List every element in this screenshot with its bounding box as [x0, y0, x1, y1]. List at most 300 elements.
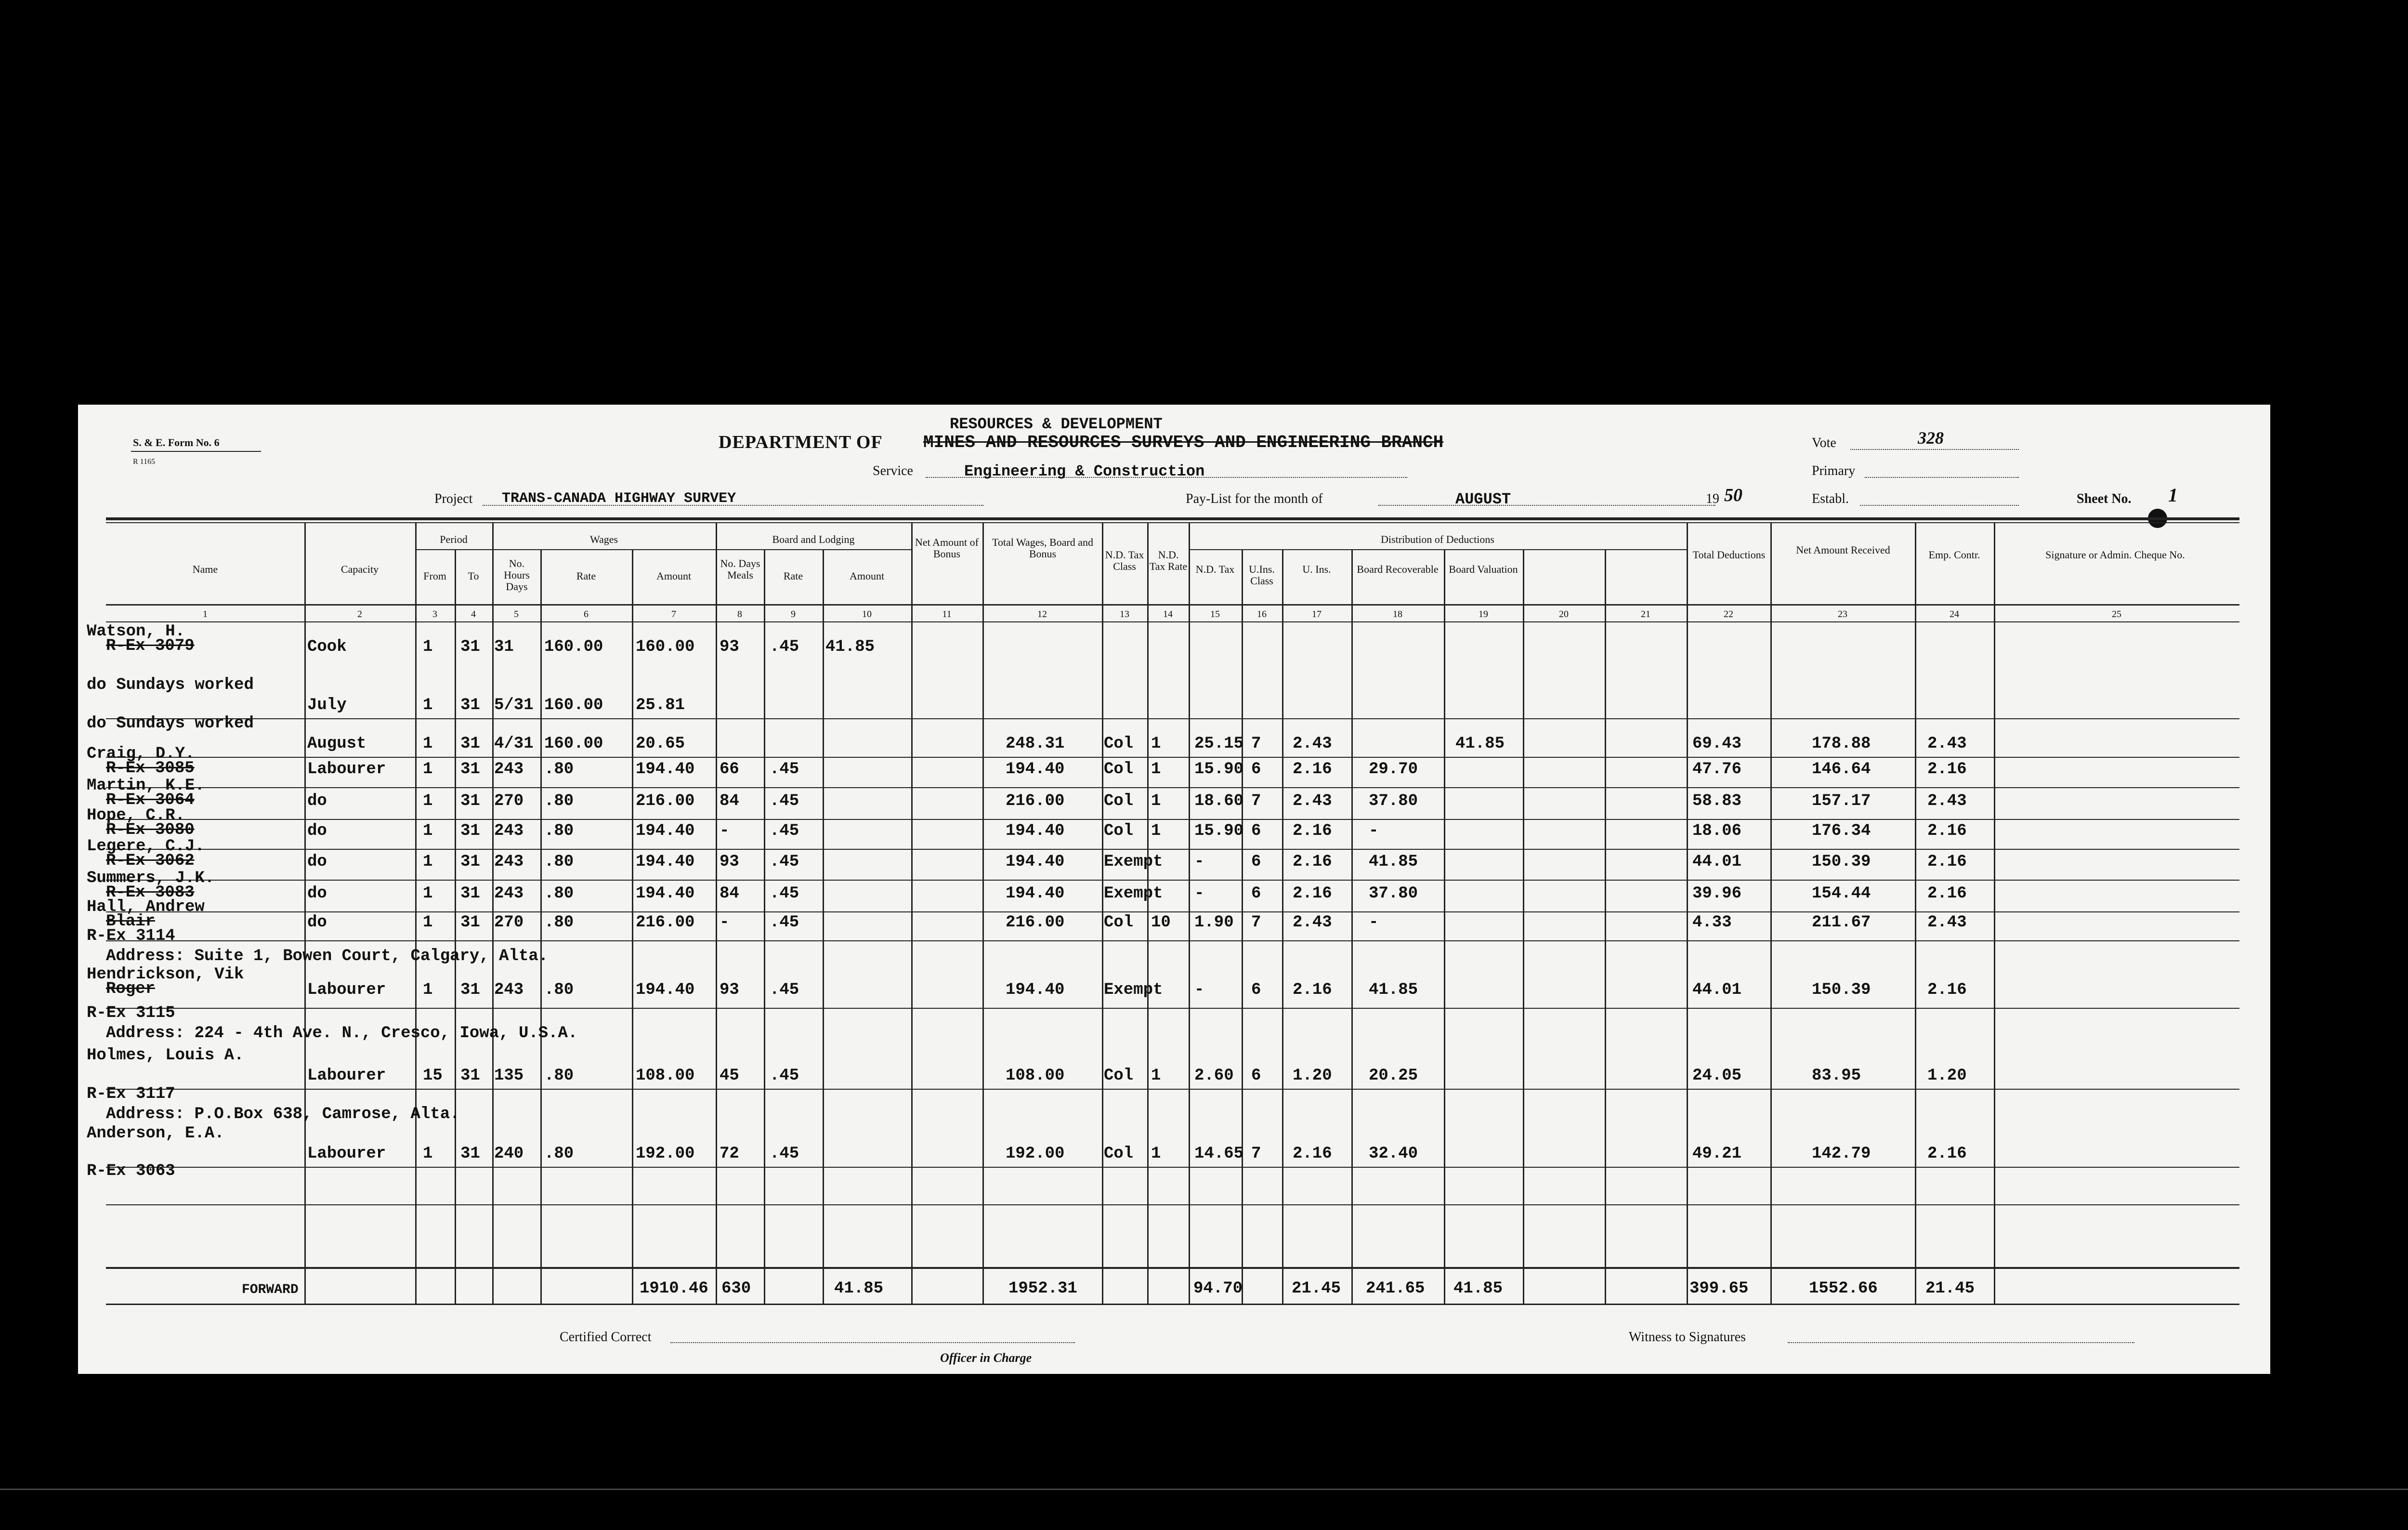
divider	[131, 451, 261, 452]
cell-emp: 2.16	[1927, 760, 1967, 778]
column-number: 8	[737, 609, 742, 620]
column-number: 18	[1393, 609, 1402, 620]
cell-net: 146.64	[1812, 760, 1871, 778]
cell-name: Legere, C.J.	[87, 837, 205, 856]
table-top-rule	[106, 517, 2239, 520]
cell-tc: Col	[1104, 822, 1134, 840]
col-header-total-wages: Total Wages, Board and Bonus	[992, 536, 1094, 560]
cell-name: Anderson, E.A.	[87, 1124, 224, 1143]
row-rule	[106, 819, 2239, 820]
column-number: 25	[2112, 609, 2121, 620]
cell-name: R-Ex 3115	[87, 1004, 175, 1022]
cell-name: Holmes, Louis A.	[87, 1046, 244, 1065]
cell-amt: 194.40	[636, 822, 695, 840]
column-number: 4	[471, 609, 476, 620]
cell-hrs: 135	[494, 1067, 524, 1085]
totals-rule	[106, 1267, 2239, 1269]
cell-hrs: 243	[494, 884, 524, 903]
cell-hrs: 270	[494, 913, 524, 932]
cell-uc: 6	[1251, 1067, 1261, 1085]
cell-tr: 1	[1151, 735, 1161, 753]
cell-tw: 194.40	[1006, 853, 1065, 871]
cell-ui: 1.20	[1293, 1067, 1332, 1085]
column-rule	[1523, 550, 1524, 1304]
cell-ndt: 15.90	[1194, 760, 1244, 778]
project-value: TRANS-CANADA HIGHWAY SURVEY	[502, 490, 736, 507]
cell-tc: Col	[1104, 1145, 1134, 1163]
cell-amt: 192.00	[636, 1145, 695, 1163]
column-number: 23	[1838, 609, 1847, 620]
cell-tc: Col	[1104, 792, 1134, 810]
column-rule	[716, 522, 717, 1304]
cell-from: 1	[423, 981, 433, 999]
pay-list-sheet	[78, 405, 2270, 1374]
cell-id: R-Ex 3080	[106, 821, 195, 839]
col-header-total-deductions: Total Deductions	[1692, 549, 1766, 561]
cell-addr: Address: 224 - 4th Ave. N., Cresco, Iowa, U.S.A.	[106, 1024, 578, 1042]
sheet-value: 1	[2168, 484, 2178, 506]
column-rule	[1444, 550, 1445, 1304]
cell-name: Summers, J.K.	[87, 869, 215, 887]
cell-cap: do	[307, 853, 327, 871]
cell-brate: .45	[770, 913, 799, 932]
cell-brate: .45	[770, 638, 799, 656]
cell-net: 178.88	[1812, 735, 1871, 753]
cell-meals: 84	[720, 884, 739, 903]
col-header-signature: Signature or Admin. Cheque No.	[2045, 549, 2185, 561]
cell-brate: .45	[770, 792, 799, 810]
column-number: 17	[1312, 609, 1322, 620]
row-rule	[106, 940, 2239, 941]
cell-cap: do	[307, 913, 327, 932]
cell-hrs: 31	[494, 638, 514, 656]
department-correction: RESOURCES & DEVELOPMENT	[950, 415, 1163, 433]
row-rule	[106, 880, 2239, 881]
cell-amt: 160.00	[636, 638, 695, 656]
distribution-group-rule	[1189, 549, 1687, 550]
cell-td: 4.33	[1692, 913, 1732, 932]
cell-amt: 194.40	[636, 760, 695, 778]
cell-meals: -	[720, 913, 730, 932]
cell-hrs: 243	[494, 760, 524, 778]
column-rule	[540, 550, 542, 1304]
cell-from: 1	[423, 822, 433, 840]
cell-cap: do	[307, 884, 327, 903]
cell-rate: .80	[544, 822, 574, 840]
cell-td: 39.96	[1692, 884, 1742, 903]
cell-tr: 1	[1151, 792, 1161, 810]
cell-id: R-Ex 3083	[106, 884, 195, 902]
cell-cap: Labourer	[307, 1067, 386, 1085]
col-header-tax-class: N.D. Tax Class	[1105, 549, 1144, 572]
cell-ndt: -	[1194, 981, 1204, 999]
cell-tw: 192.00	[1006, 1145, 1065, 1163]
column-number: 1	[203, 609, 208, 620]
cell-to: 31	[460, 696, 480, 714]
column-rule	[1994, 522, 1995, 1304]
cell-id: R-Ex 3085	[106, 759, 195, 778]
total-emp: 21.45	[1925, 1279, 1975, 1298]
cell-to: 31	[460, 760, 480, 778]
cell-hrs: 240	[494, 1145, 524, 1163]
cell-name: Hendrickson, Vik	[87, 965, 244, 984]
column-number: 9	[791, 609, 796, 620]
service-value: Engineering & Construction	[964, 462, 1205, 480]
column-number: 21	[1641, 609, 1650, 620]
cell-from: 1	[423, 1145, 433, 1163]
cell-id: Roger	[106, 980, 156, 998]
column-number: 16	[1257, 609, 1267, 620]
col-header-uins-class: U.Ins. Class	[1249, 563, 1275, 587]
cell-rate: 160.00	[544, 638, 603, 656]
cell-net: 176.34	[1812, 822, 1871, 840]
column-number: 22	[1724, 609, 1733, 620]
total-ndt: 94.70	[1193, 1279, 1243, 1298]
col-header-u-ins: U. Ins.	[1302, 563, 1331, 575]
cell-cap: do	[307, 792, 327, 810]
cell-name: R-Ex 3114	[87, 927, 175, 945]
col-header-distribution: Distribution of Deductions	[1381, 533, 1494, 545]
cell-uc: 6	[1251, 853, 1261, 871]
cell-name: do Sundays worked	[87, 714, 254, 733]
cell-td: 44.01	[1692, 981, 1742, 999]
total-tw: 1952.31	[1008, 1279, 1077, 1298]
cell-td: 58.83	[1692, 792, 1742, 810]
cell-meals: 45	[720, 1067, 739, 1085]
cell-to: 31	[460, 913, 480, 932]
total-ui: 21.45	[1292, 1279, 1341, 1298]
cell-ndt: 25.15	[1194, 735, 1244, 753]
cell-from: 1	[423, 792, 433, 810]
column-rule	[1351, 550, 1353, 1304]
cell-from: 1	[423, 853, 433, 871]
cell-tw: 194.40	[1006, 760, 1065, 778]
total-td: 399.65	[1689, 1279, 1749, 1298]
col-header-emp-contr: Emp. Contr.	[1928, 549, 1980, 561]
cell-brate: .45	[770, 760, 799, 778]
column-number: 24	[1950, 609, 1959, 620]
cell-brate: .45	[770, 981, 799, 999]
cell-addr: Address: P.O.Box 638, Camrose, Alta.	[106, 1105, 460, 1123]
cell-id: R-Ex 3064	[106, 791, 195, 809]
column-number: 2	[357, 609, 362, 620]
year-value: 50	[1724, 485, 1742, 505]
service-label: Service	[873, 463, 913, 478]
total-br: 241.65	[1366, 1279, 1425, 1298]
cell-net: 150.39	[1812, 981, 1871, 999]
column-number: 14	[1163, 609, 1173, 620]
col-header-amount: Amount	[656, 570, 692, 582]
cell-ui: 2.16	[1293, 981, 1332, 999]
cell-br: 37.80	[1369, 884, 1418, 903]
cell-emp: 2.43	[1927, 735, 1967, 753]
cell-meals: 93	[720, 853, 739, 871]
cell-td: 44.01	[1692, 853, 1742, 871]
column-rule	[911, 522, 913, 1304]
row-rule	[106, 1089, 2239, 1090]
header-bottom-rule	[106, 604, 2239, 606]
total-bamt: 41.85	[834, 1279, 884, 1298]
cell-net: 83.95	[1812, 1067, 1861, 1085]
column-rule	[1687, 522, 1688, 1304]
col-header-board-amount: Amount	[849, 570, 885, 582]
paylist-label: Pay-List for the month of	[1186, 491, 1323, 506]
totals-label: FORWARD	[242, 1282, 299, 1297]
cell-ui: 2.16	[1293, 760, 1332, 778]
cell-ndt: -	[1194, 853, 1204, 871]
cell-to: 31	[460, 792, 480, 810]
cell-amt: 216.00	[636, 913, 695, 932]
cell-addr: Address: Suite 1, Bowen Court, Calgary, Alta.	[106, 947, 549, 965]
col-header-rate: Rate	[576, 570, 596, 582]
cell-to: 31	[460, 981, 480, 999]
cell-tw: 108.00	[1006, 1067, 1065, 1085]
cell-br: 41.85	[1369, 981, 1418, 999]
cell-ndt: 1.90	[1194, 913, 1234, 932]
month-line	[1378, 505, 1715, 506]
total-net: 1552.66	[1809, 1279, 1878, 1298]
cell-br: 37.80	[1369, 792, 1418, 810]
cell-emp: 2.16	[1927, 853, 1967, 871]
cell-id: R-Ex 3079	[106, 637, 195, 655]
cell-rate: .80	[544, 760, 574, 778]
cell-tc: Col	[1104, 735, 1134, 753]
row-rule	[106, 911, 2239, 912]
sheet-label: Sheet No.	[2077, 491, 2132, 506]
cell-br: -	[1369, 913, 1379, 932]
cell-uc: 7	[1251, 1145, 1261, 1163]
cell-tc: Exempt	[1104, 981, 1163, 999]
cell-ndt: 2.60	[1194, 1067, 1234, 1085]
cell-from: 1	[423, 760, 433, 778]
col-header-nd-tax: N.D. Tax	[1195, 563, 1235, 575]
cell-amt: 194.40	[636, 981, 695, 999]
cell-tc: Exempt	[1104, 884, 1163, 903]
column-number: 19	[1479, 609, 1488, 620]
cell-name: R-Ex 3117	[87, 1085, 175, 1103]
cell-td: 24.05	[1692, 1067, 1742, 1085]
cell-name: Watson, H.	[87, 622, 185, 641]
witness-label: Witness to Signatures	[1629, 1330, 1746, 1345]
row-rule	[106, 1204, 2239, 1205]
cell-brate: .45	[770, 822, 799, 840]
column-rule	[1915, 522, 1916, 1304]
form-code: R 1165	[133, 458, 156, 466]
cell-tw: 194.40	[1006, 822, 1065, 840]
column-rule	[1282, 550, 1283, 1304]
col-header-to: To	[468, 570, 479, 582]
month-value: AUGUST	[1455, 490, 1511, 508]
column-number: 10	[862, 609, 872, 620]
cell-meals: 93	[720, 981, 739, 999]
cell-cap: Cook	[307, 638, 347, 656]
cell-name: R-Ex 3063	[87, 1162, 175, 1180]
cell-ui: 2.16	[1293, 884, 1332, 903]
col-header-from: From	[423, 570, 446, 582]
cell-amt: 20.65	[636, 735, 685, 753]
col-header-name: Name	[192, 563, 218, 575]
col-header-wages: Wages	[589, 533, 618, 545]
cell-rate: .80	[544, 884, 574, 903]
cell-td: 18.06	[1692, 822, 1742, 840]
board-group-rule	[716, 549, 911, 550]
colnum-rule	[106, 621, 2239, 622]
column-number: 5	[514, 609, 519, 620]
col-header-meals: No. Days Meals	[720, 557, 760, 581]
col-header-net-received: Net Amount Received	[1796, 544, 1890, 556]
certified-line	[670, 1342, 1075, 1343]
cell-meals: 84	[720, 792, 739, 810]
cell-amt: 194.40	[636, 853, 695, 871]
row-rule	[106, 757, 2239, 758]
row-rule	[106, 1008, 2239, 1009]
total-amt: 1910.46	[640, 1279, 708, 1298]
cell-amt: 194.40	[636, 884, 695, 903]
col-header-bonus: Net Amount of Bonus	[915, 536, 979, 560]
cell-amt: 25.81	[636, 696, 685, 714]
year-prefix: 19	[1706, 491, 1719, 506]
column-number: 11	[942, 609, 952, 620]
cell-to: 31	[460, 638, 480, 656]
cell-td: 49.21	[1692, 1145, 1742, 1163]
cell-br: 32.40	[1369, 1145, 1418, 1163]
row-rule	[106, 718, 2239, 719]
col-header-board-rate: Rate	[783, 570, 803, 582]
film-edge-rule	[0, 1489, 2408, 1490]
cell-from: 1	[423, 913, 433, 932]
cell-meals: 72	[720, 1145, 739, 1163]
department-prefix: DEPARTMENT OF	[719, 432, 883, 452]
col-header-tax-rate: N.D. Tax Rate	[1149, 549, 1188, 572]
cell-from: 1	[423, 638, 433, 656]
cell-tw: 194.40	[1006, 884, 1065, 903]
cell-ui: 2.43	[1293, 735, 1332, 753]
cell-net: 150.39	[1812, 853, 1871, 871]
cell-emp: 2.16	[1927, 981, 1967, 999]
col-header-board-recoverable: Board Recoverable	[1357, 563, 1439, 575]
cell-id: R-Ex 3062	[106, 852, 195, 870]
cell-uc: 7	[1251, 735, 1261, 753]
cell-brate: .45	[770, 1145, 799, 1163]
cell-ndt: 18.60	[1194, 792, 1244, 810]
project-label: Project	[434, 491, 473, 506]
cell-hrs: 243	[494, 981, 524, 999]
cell-brate: .45	[770, 884, 799, 903]
cell-from: 1	[423, 735, 433, 753]
cell-tr: 1	[1151, 822, 1161, 840]
cell-uc: 6	[1251, 822, 1261, 840]
cell-from: 1	[423, 884, 433, 903]
column-number: 6	[584, 609, 589, 620]
cell-cap: Labourer	[307, 981, 386, 999]
column-rule	[492, 522, 494, 1304]
cell-emp: 2.43	[1927, 792, 1967, 810]
witness-line	[1788, 1342, 2134, 1343]
cell-tr: 1	[1151, 1067, 1161, 1085]
form-number: S. & E. Form No. 6	[133, 436, 220, 448]
column-rule	[304, 522, 306, 1304]
column-rule	[982, 522, 984, 1304]
column-number: 20	[1559, 609, 1569, 620]
cell-to: 31	[460, 853, 480, 871]
cell-name: Hope, C.R.	[87, 806, 185, 825]
cell-tw: 216.00	[1006, 913, 1065, 932]
establ-line	[1860, 505, 2019, 506]
column-rule	[455, 550, 456, 1304]
cell-rate: .80	[544, 1145, 574, 1163]
cell-ui: 2.16	[1293, 853, 1332, 871]
col-header-board-valuation: Board Valuation	[1449, 563, 1518, 575]
certified-label: Certified Correct	[560, 1330, 652, 1345]
column-rule	[632, 550, 633, 1304]
cell-cap: August	[307, 735, 366, 753]
cell-name: Hall, Andrew	[87, 898, 205, 916]
vote-label: Vote	[1812, 435, 1836, 450]
cell-rate: .80	[544, 913, 574, 932]
total-meals: 630	[721, 1279, 751, 1298]
cell-id: Blair	[106, 912, 156, 931]
cell-brate: .45	[770, 1067, 799, 1085]
cell-tr: 1	[1151, 1145, 1161, 1163]
cell-rate: .80	[544, 853, 574, 871]
cell-name: do Sundays worked	[87, 676, 254, 694]
cell-net: 211.67	[1812, 913, 1871, 932]
cell-net: 154.44	[1812, 884, 1871, 903]
cell-tc: Col	[1104, 760, 1134, 778]
total-bv: 41.85	[1453, 1279, 1503, 1298]
cell-rate: .80	[544, 792, 574, 810]
cell-hrs: 243	[494, 822, 524, 840]
column-number: 12	[1037, 609, 1047, 620]
cell-emp: 2.43	[1927, 913, 1967, 932]
cell-tw: 194.40	[1006, 981, 1065, 999]
cell-name: Craig, D.Y.	[87, 745, 195, 763]
cell-hrs: 4/31	[494, 735, 534, 753]
cell-uc: 7	[1251, 913, 1261, 932]
column-rule	[1147, 522, 1149, 1304]
cell-name: Martin, K.E.	[87, 777, 205, 795]
cell-tr: 1	[1151, 760, 1161, 778]
column-number: 13	[1120, 609, 1129, 620]
column-rule	[1605, 550, 1606, 1304]
cell-tw: 216.00	[1006, 792, 1065, 810]
cell-td: 69.43	[1692, 735, 1742, 753]
cell-net: 142.79	[1812, 1145, 1871, 1163]
vote-value: 328	[1918, 428, 1944, 448]
cell-tw: 248.31	[1006, 735, 1065, 753]
cell-hrs: 270	[494, 792, 524, 810]
vote-line	[1850, 449, 2019, 450]
cell-meals: -	[720, 822, 730, 840]
cell-ndt: 14.65	[1194, 1145, 1244, 1163]
cell-uc: 6	[1251, 981, 1261, 999]
department-name-struck: MINES AND RESOURCES SURVEYS AND ENGINEERING BRANCH	[923, 433, 1444, 452]
cell-tc: Exempt	[1104, 853, 1163, 871]
cell-cap: Labourer	[307, 1145, 386, 1163]
row-rule	[106, 1167, 2239, 1168]
cell-net: 157.17	[1812, 792, 1871, 810]
cell-amt: 108.00	[636, 1067, 695, 1085]
cell-tr: 10	[1151, 913, 1171, 932]
column-rule	[1242, 550, 1243, 1304]
cell-br: -	[1369, 822, 1379, 840]
cell-ui: 2.16	[1293, 1145, 1332, 1163]
cell-rate: .80	[544, 981, 574, 999]
column-rule	[415, 522, 417, 1304]
period-group-rule	[415, 549, 492, 550]
col-header-capacity: Capacity	[340, 563, 379, 575]
column-rule	[823, 550, 824, 1304]
